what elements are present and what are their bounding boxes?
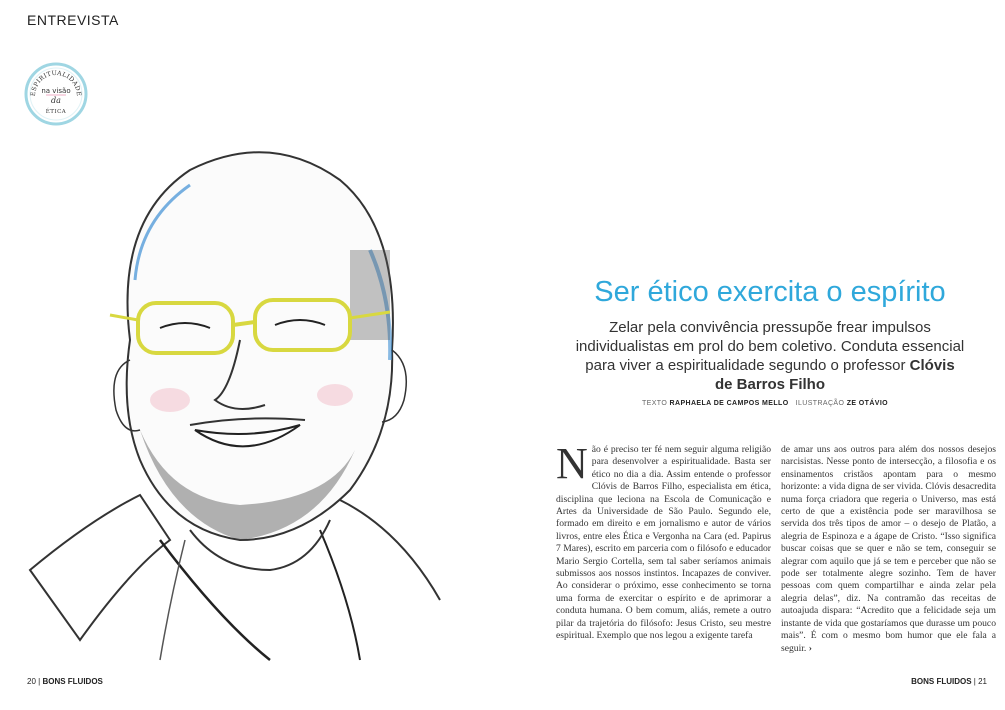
body-text-1: ão é preciso ter fé nem seguir alguma religião para desenvolver a espiritualidade. Basta ser ético no dia a dia. Assim entende o professor Clóvis de Barros Filho, especialista em ética, disciplina que leciona na Escola de Comunicação e Artes da Universidade de São Paulo. Segundo ele, formado em direito e em jornalismo e autor de vários livros, entre eles Ética e Vergonha na Cara (ed. Papirus 7 Mares), escrito em parceria com o filósofo e educador Mario Sergio Cortella, sem tal saber seríamos animais submissos aos nossos instintos. Incapazes de conviver. Ao considerar o próximo, esse conhecimento se torna uma forma de exercitar o espírito e de aprimorar a conduta humana. O bem comum, aliás, remete a outro pilar da trajetória do filósofo: Jesus Cristo, seu mestre espiritual. Exemplo que nos legou a exigente tarefa xyxy=(556,444,771,642)
portrait-illustration xyxy=(20,100,460,670)
continue-arrow-icon: › xyxy=(808,642,812,654)
credits xyxy=(560,400,970,407)
badge-middle-text: na visão xyxy=(41,87,71,95)
drop-cap: N xyxy=(556,439,588,488)
credit-illus-label: ILUSTRAÇÃO xyxy=(795,400,845,407)
body-text-2: de amar uns aos outros para além dos nossos desejos narcisistas. Nesse ponto de intersecção, a filosofia e os ensinamentos cristãos apontam para o mesmo horizonte: a vida digna de ser vivida. Clóvis desacredita numa força criadora que regeria o Universo, mas está certo de que a existência pode ser maravilhosa se servida dos três tipos de amor – o desejo de Platão, a alegria de Espinoza e a ágape de Cristo. “Isso significa buscar coisas que se quer e não se tem, conseguir se alegrar com aquilo que já se tem e perceber que não se pode ser totalmente alegre sozinho. Tem de haver pessoas com quem compartilhar e ainda zelar pela alegria delas”, diz. Na contramão das receitas de autoajuda dispara: “Acredito que a felicidade seja um instante de vida que gostaríamos que durasse um pouco mais”. É com o mesmo bom humor que ele fala a seguir. xyxy=(781,444,996,654)
body-column-2 xyxy=(781,444,996,655)
credit-text-label: TEXTO xyxy=(641,400,668,407)
magazine-name-left: BONS FLUIDOS xyxy=(42,677,103,686)
headline: Ser ético exercita o espírito xyxy=(594,276,946,308)
page-number-right: 21 xyxy=(978,677,987,686)
magazine-name-right: BONS FLUIDOS xyxy=(911,677,972,686)
section-label: ENTREVISTA xyxy=(27,12,119,28)
badge-bottom-text: ÉTICA xyxy=(45,109,67,115)
badge-top-text: ESPIRITUALIDADE xyxy=(29,69,83,97)
body-column-1 xyxy=(556,439,771,643)
credit-illus-name: ZE OTÁVIO xyxy=(846,400,889,407)
page-number-left: 20 xyxy=(27,677,36,686)
badge-middle-text-2: da xyxy=(51,96,61,105)
folio-right: BONS FLUIDOS | 21 xyxy=(911,677,987,686)
folio-left: 20 | BONS FLUIDOS xyxy=(27,677,103,686)
dek-name: Clóvis de Barros Filho xyxy=(714,357,955,393)
credit-text-name: RAPHAELA DE CAMPOS MELLO xyxy=(669,400,789,407)
dek xyxy=(575,318,965,394)
dek-text: Zelar pela convivência pressupõe frear impulsos individualistas em prol do bem coletivo. Conduta essencial para viver a espiritualidade segundo o professor xyxy=(575,319,965,374)
